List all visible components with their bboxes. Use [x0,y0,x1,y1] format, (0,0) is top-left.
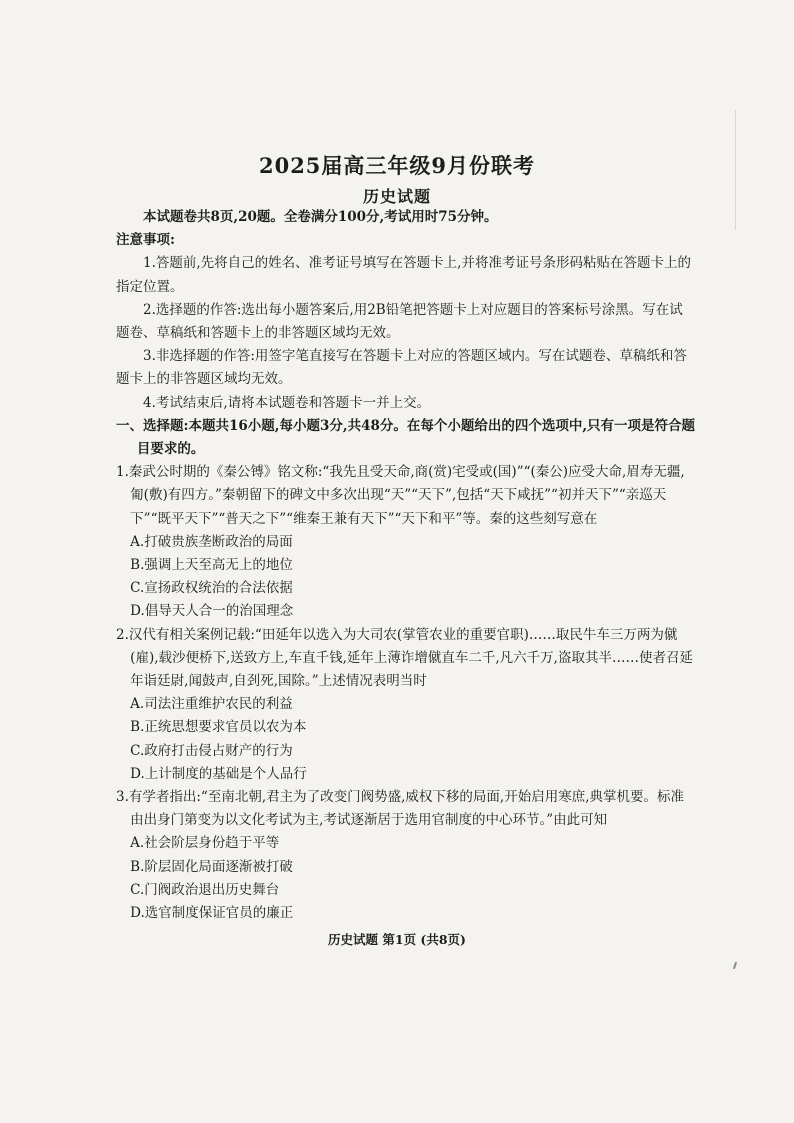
option-b: B.正统思想要求官员以农为本 [130,719,307,736]
question-stem: 3.有学者指出:“至南北朝,君主为了改变门阀势盛,威权下移的局面,开始启用寒庶,典掌机要。标准由出身门第变为以文化考试为主,考试逐渐居于选用官制度的中心环节。”由此可知 [116,789,684,829]
notice-item: 1.答题前,先将自己的姓名、准考证号填写在答题卡上,并将准考证号条形码粘贴在答题卡上的指定位置。 [116,255,691,295]
option-a: A.社会阶层身份趋于平等 [130,835,280,852]
option-a: A.司法注重维护农民的利益 [130,696,293,713]
option-c: C.门阀政治退出历史舞台 [130,881,280,898]
page-footer: 历史试题 第1页 (共8页) [328,932,466,947]
option-b: B.阶层固化局面逐渐被打破 [130,858,293,875]
notice-item: 4.考试结束后,请将本试题卷和答题卡一并上交。 [143,394,431,411]
option-a: A.打破贵族垄断政治的局面 [130,533,293,550]
option-c: C.政府打击侵占财产的行为 [130,742,293,759]
question-2 [116,624,696,786]
option-d: D.倡导天人合一的治国理念 [130,603,294,620]
exam-title: 2025届高三年级9月份联考 [258,153,536,178]
option-c: C.宣扬政权统治的合法依据 [130,580,293,597]
section-heading: 一、选择题:本题共16小题,每小题3分,共48分。在每个小题给出的四个选项中,只有一项是符合题目要求的。 [116,417,696,458]
question-stem: 1.秦武公时期的《秦公镈》铭文称:“我先且受天命,商(赏)宅受或(国)”“(秦公)应受大命,眉寿无疆,匍(敷)有四方。”秦朝留下的碑文中多次出现“天”“天下”,包括“天下咸抚”“初并天下”“亲巡天下”“既平天下”“普天之下”“维秦王兼有天下”“天下和平”等。秦的这些刻写意在 [116,464,685,527]
exam-content [116,206,696,925]
question-stem: 2.汉代有相关案例记载:“田延年以选入为大司农(掌管农业的重要官职)……取民牛车三万两为僦(雇),载沙便桥下,送致方上,车直千钱,延年上薄诈增僦直车二千,凡六千万,盗取其半……使者召延年诣廷尉,闻鼓声,自刭死,国除。”上述情况表明当时 [116,626,693,690]
option-d: D.上计制度的基础是个人品行 [130,765,307,782]
notice-heading: 注意事项: [116,232,175,249]
notice-item: 2.选择题的作答:选出每小题答案后,用2B铅笔把答题卡上对应题目的答案标号涂黑。写在试题卷、草稿纸和答题卡上的非答题区域均无效。 [116,301,683,342]
question-3 [116,786,696,925]
exam-subtitle: 历史试题 [362,187,431,206]
option-b: B.强调上天至高无上的地位 [130,557,293,574]
notice-item: 3.非选择题的作答:用签字笔直接写在答题卡上对应的答题区域内。写在试题卷、草稿纸和答题卡上的非答题区域均无效。 [116,348,687,388]
question-1 [116,461,696,623]
exam-intro: 本试题卷共8页,20题。全卷满分100分,考试用时75分钟。 [143,209,498,225]
option-d: D.选官制度保证官员的廉正 [130,905,294,922]
scan-artifact-speck [733,962,737,969]
